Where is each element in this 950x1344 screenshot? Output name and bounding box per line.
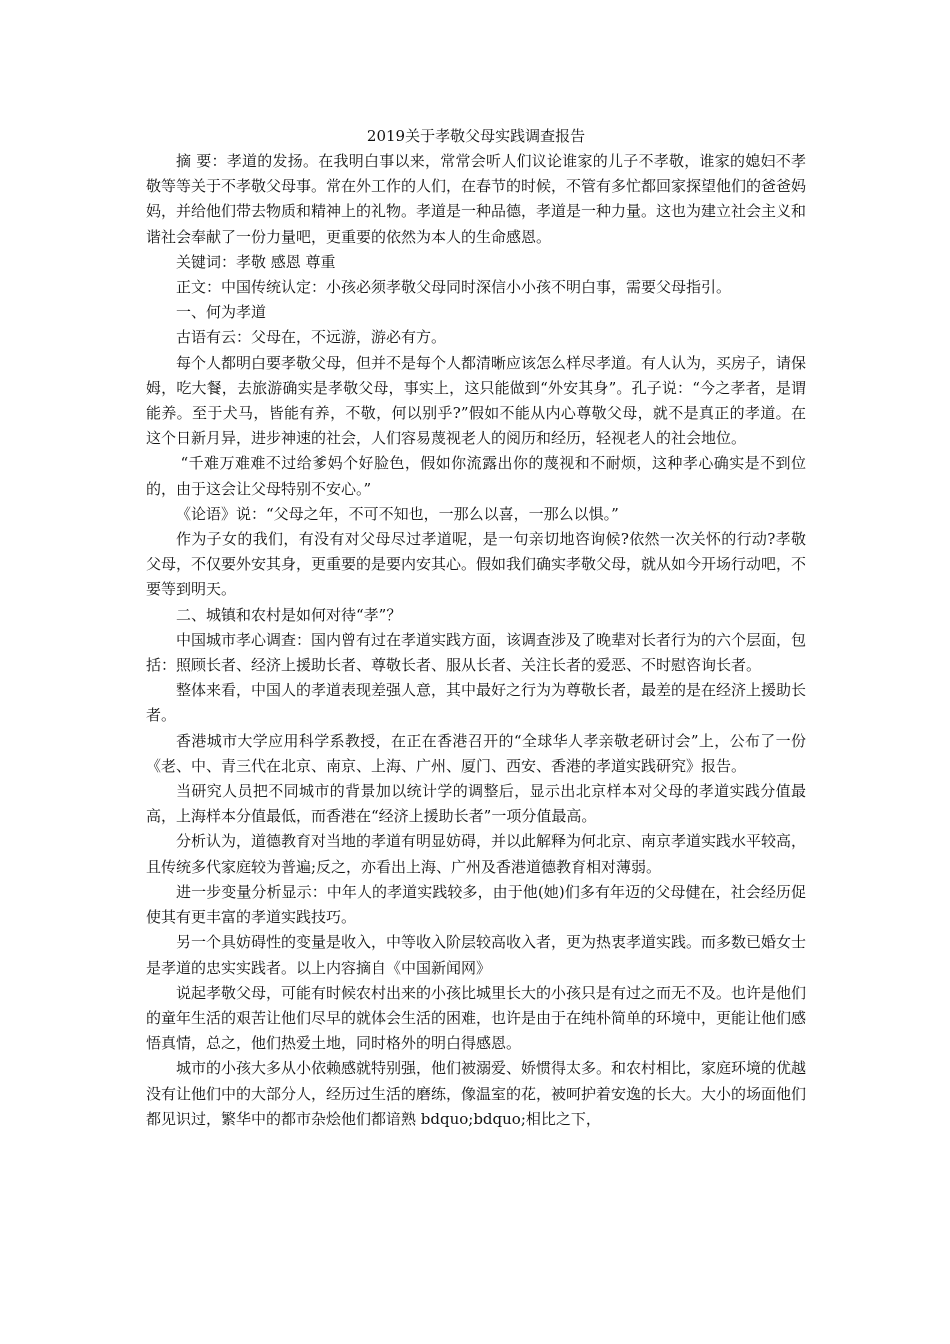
document-title: 2019关于孝敬父母实践调查报告 [366, 127, 586, 145]
quote-paragraph: “千难万难难不过给爹妈个好脸色，假如你流露出你的蔑视和不耐烦，这种孝心确实是不到位的，由于这会让父母特别不安心。” [146, 454, 806, 498]
body-paragraph: 整体来看，中国人的孝道表现差强人意，其中最好之行为为尊敬长者，最差的是在经济上援助长者。 [146, 681, 807, 725]
body-intro-paragraph: 正文：中国传统认定：小孩必须孝敬父母同时深信小小孩不明白事，需要父母指引。 [176, 278, 732, 297]
document-page [146, 124, 806, 1132]
body-paragraph: 作为子女的我们，有没有对父母尽过孝道呢，是一句亲切地咨询候?依然一次关怀的行动?孝敬父母，不仅要外安其身，更重要的是要内安其心。假如我们确实孝敬父母，就从如今开场行动吧，不要等到明天。 [146, 530, 807, 599]
body-paragraph: 城市的小孩大多从小依赖感就特别强，他们被溺爱、娇惯得太多。和农村相比，家庭环境的优越没有让他们中的大部分人，经历过生活的磨练，像温室的花，被呵护着安逸的长大。大小的场面他们都见识过，繁华中的都市杂烩他们都谙熟 bdquo;bdquo;相比之下， [146, 1059, 807, 1128]
body-paragraph: 每个人都明白要孝敬父母，但并不是每个人都清晰应该怎么样尽孝道。有人认为，买房子，请保姆，吃大餐，去旅游确实是孝敬父母，事实上，这只能做到“外安其身”。孔子说：“今之孝者，是谓能养。至于犬马，皆能有养，不敬，何以别乎?”假如不能从内心尊敬父母，就不是真正的孝道。在这个日新月异，进步神速的社会，人们容易蔑视老人的阅历和经历，轻视老人的社会地位。 [146, 353, 807, 448]
body-paragraph: 《论语》说：“父母之年，不可不知也，一那么以喜，一那么以惧。” [176, 504, 619, 523]
section-heading-2: 二、城镇和农村是如何对待“孝”？ [176, 605, 402, 624]
body-paragraph: 中国城市孝心调查：国内曾有过在孝道实践方面，该调查涉及了晚辈对长者行为的六个层面，包括：照顾长者、经济上援助长者、尊敬长者、服从长者、关注长者的爱恶、不时慰咨询长者。 [146, 630, 807, 675]
section-heading-1: 一、何为孝道 [176, 303, 267, 322]
keywords-paragraph: 关键词：孝敬 感恩 尊重 [176, 252, 336, 271]
body-paragraph: 进一步变量分析显示：中年人的孝道实践较多，由于他(她)们多有年迈的父母健在，社会经历促使其有更丰富的孝道实践技巧。 [146, 882, 806, 927]
abstract-paragraph: 摘 要：孝道的发扬。在我明白事以来，常常会听人们议论谁家的儿子不孝敬，谁家的媳妇不孝敬等等关于不孝敬父母事。常在外工作的人们，在春节的时候，不管有多忙都回家探望他们的爸爸妈妈，并给他们带去物质和精神上的礼物。孝道是一种品德，孝道是一种力量。这也为建立社会主义和谐社会奉献了一份力量吧，更重要的依然为本人的生命感恩。 [146, 152, 807, 246]
body-paragraph: 另一个具妨碍性的变量是收入，中等收入阶层较高收入者，更为热衷孝道实践。而多数已婚女士是孝道的忠实实践者。以上内容摘自《中国新闻网》 [146, 933, 807, 977]
body-paragraph: 香港城市大学应用科学系教授，在正在香港召开的“全球华人孝亲敬老研讨会”上，公布了一份《老、中、青三代在北京、南京、上海、广州、厦门、西安、香港的孝道实践研究》报告。 [146, 731, 806, 775]
body-paragraph: 分析认为，道德教育对当地的孝道有明显妨碍，并以此解释为何北京、南京孝道实践水平较高，且传统多代家庭较为普遍;反之，亦看出上海、广州及香港道德教育相对薄弱。 [146, 832, 807, 876]
body-paragraph: 古语有云：父母在，不远游，游必有方。 [176, 328, 447, 347]
body-paragraph: 当研究人员把不同城市的背景加以统计学的调整后，显示出北京样本对父母的孝道实践分值最高，上海样本分值最低，而香港在“经济上援助长者”一项分值最高。 [146, 782, 806, 826]
body-paragraph: 说起孝敬父母，可能有时候农村出来的小孩比城里长大的小孩只是有过之而无不及。也许是他们的童年生活的艰苦让他们尽早的就体会生活的困难，也许是由于在纯朴简单的环境中，更能让他们感悟真情，总之，他们热爱土地，同时格外的明白得感恩。 [146, 983, 807, 1053]
